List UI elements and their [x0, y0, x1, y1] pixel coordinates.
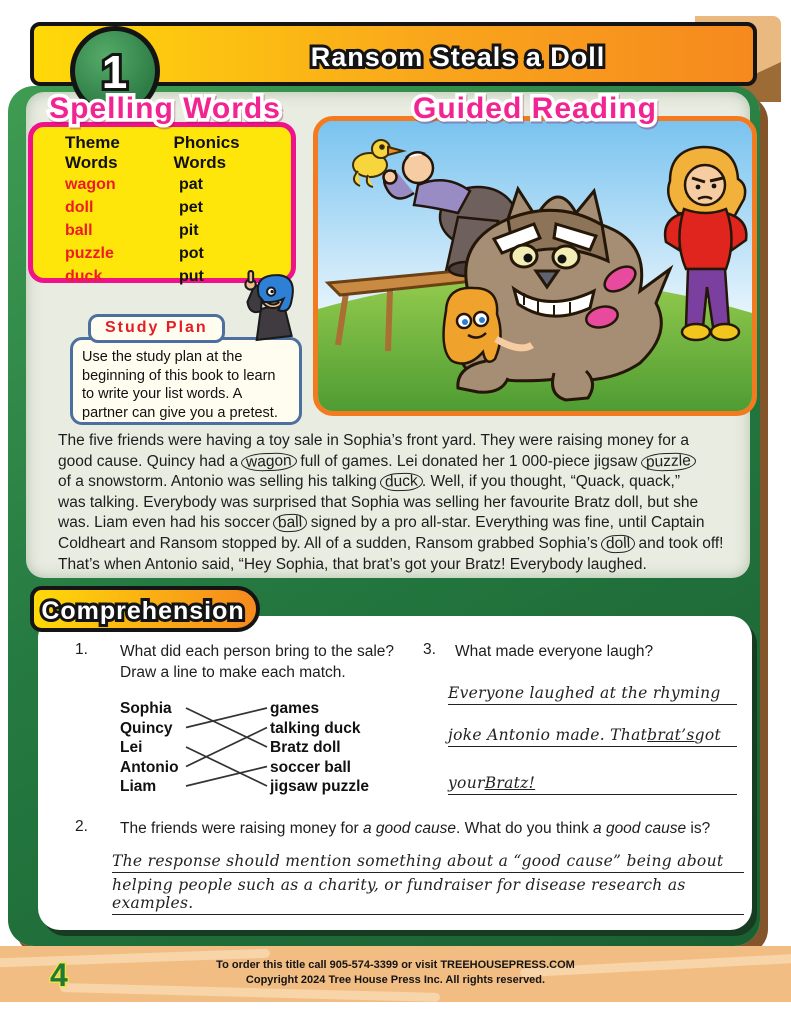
- match-name: Sophia: [120, 700, 172, 717]
- svg-text:Ransom Steals a Doll: Ransom Steals a Doll: [310, 42, 606, 72]
- match-item: Bratz doll: [270, 739, 341, 756]
- study-plan-tab: [88, 314, 225, 343]
- passage-line: was. Liam even had his soccer ball signed by a pro all-star. Everything was fine, until Captain: [58, 513, 705, 532]
- match-item: soccer ball: [270, 758, 351, 776]
- phonics-word: put: [179, 268, 204, 285]
- publisher-info: [0, 958, 791, 988]
- phonics-word: pit: [179, 222, 199, 239]
- study-plan-box: [70, 337, 302, 425]
- theme-word: wagon: [65, 176, 116, 193]
- matching-exercise[interactable]: [120, 699, 420, 799]
- theme-words-header: Theme Words: [65, 133, 120, 172]
- phonics-word: pat: [179, 176, 203, 193]
- passage-line: That’s when Antonio said, “Hey Sophia, that brat’s got your Bratz! Everybody laughed.: [58, 555, 647, 573]
- spelling-row: [65, 196, 291, 219]
- question-1-prompt: What did each person bring to the sale? Draw a line to make each match.: [120, 643, 395, 681]
- q3-answer-line-2[interactable]: joke Antonio made. That brat’s got: [448, 716, 737, 747]
- blue-haired-kid-pointing-icon: [230, 268, 304, 342]
- svg-text:1: 1: [101, 46, 129, 98]
- circled-word: ball: [273, 514, 308, 533]
- passage: [58, 431, 752, 575]
- page-number: [36, 950, 90, 996]
- question-3-prompt: What made everyone laugh?: [455, 643, 654, 660]
- phonics-word: pet: [179, 199, 203, 216]
- spelling-words-box: [28, 122, 296, 283]
- circled-word: puzzle: [640, 452, 695, 472]
- question-3-number: 3.: [423, 641, 436, 658]
- matching-items-column: [270, 699, 369, 797]
- question-1-number: 1.: [75, 641, 88, 658]
- circled-word: wagon: [241, 452, 297, 472]
- passage-line: The five friends were having a toy sale in Sophia’s front yard. They were raising money for a: [58, 432, 689, 449]
- passage-line: Coldheart and Ransom stopped by. All of a sudden, Ransom grabbed Sophia’s doll and took off!: [58, 534, 724, 553]
- match-item: games: [270, 700, 320, 717]
- q2-answer-line-1[interactable]: The response should mention something about a “good cause” being about: [112, 840, 744, 873]
- passage-line: was talking. Everybody was surprised that Sophia was selling her favourite Bratz doll, but she: [58, 493, 699, 511]
- order-info: To order this title call 905-574-3399 or visit TREEHOUSEPRESS.COM: [216, 959, 575, 971]
- circled-word: doll: [601, 534, 636, 553]
- svg-text:Spelling Words: Spelling Words: [49, 92, 281, 125]
- match-name: Liam: [120, 778, 157, 795]
- guided-reading-illustration: [313, 116, 757, 416]
- question-2-prompt: The friends were raising money for a good cause. What do you think a good cause is?: [120, 820, 711, 837]
- study-plan-title: Study Plan: [105, 319, 208, 336]
- theme-word: doll: [65, 199, 94, 216]
- guided-reading-title: [400, 88, 670, 128]
- phonics-word: pot: [179, 245, 204, 262]
- question-2-number: 2.: [75, 818, 88, 835]
- svg-text:4: 4: [50, 957, 68, 993]
- theme-word: duck: [65, 268, 103, 285]
- match-item: jigsaw puzzle: [270, 778, 370, 795]
- phonics-words-header: Phonics Words: [173, 133, 240, 172]
- comprehension-title: [30, 586, 260, 632]
- dog-stealing-doll-scene: [318, 121, 752, 411]
- match-item: talking duck: [270, 719, 361, 737]
- spelling-row: [65, 173, 291, 196]
- q3-answer-line-3[interactable]: your Bratz!: [448, 764, 737, 795]
- passage-line: of a snowstorm. Antonio was selling his talking duck . Well, if you thought, “Quack, quack,”: [58, 472, 680, 491]
- match-name: Quincy: [120, 719, 173, 737]
- svg-text:Guided Reading: Guided Reading: [412, 92, 658, 125]
- q3-answer-line-1[interactable]: Everyone laughed at the rhyming: [448, 674, 737, 705]
- page-title: [160, 22, 757, 86]
- copyright: Copyright 2024 Tree House Press Inc. All rights reserved.: [245, 974, 546, 986]
- match-name: Antonio: [120, 758, 179, 776]
- spelling-column-headers: [65, 133, 291, 173]
- circled-word: duck: [380, 472, 423, 491]
- spelling-row: [65, 242, 291, 265]
- theme-word: puzzle: [65, 245, 114, 262]
- theme-word: ball: [65, 222, 93, 239]
- matching-names-column: [120, 699, 179, 797]
- match-name: Lei: [120, 739, 143, 756]
- q2-answer-line-2[interactable]: helping people such as a charity, or fundraiser for disease research as examples.: [112, 882, 744, 915]
- spelling-words-title: [30, 88, 300, 128]
- study-plan-text: Use the study plan at the beginning of this book to learn to write your list words. A partner can give you a pretest.: [82, 349, 278, 421]
- spelling-row: [65, 219, 291, 242]
- passage-line: good cause. Quincy had a wagon full of games. Lei donated her 1 000-piece jigsaw puzzle: [58, 452, 752, 473]
- svg-text:Comprehension: Comprehension: [41, 597, 245, 625]
